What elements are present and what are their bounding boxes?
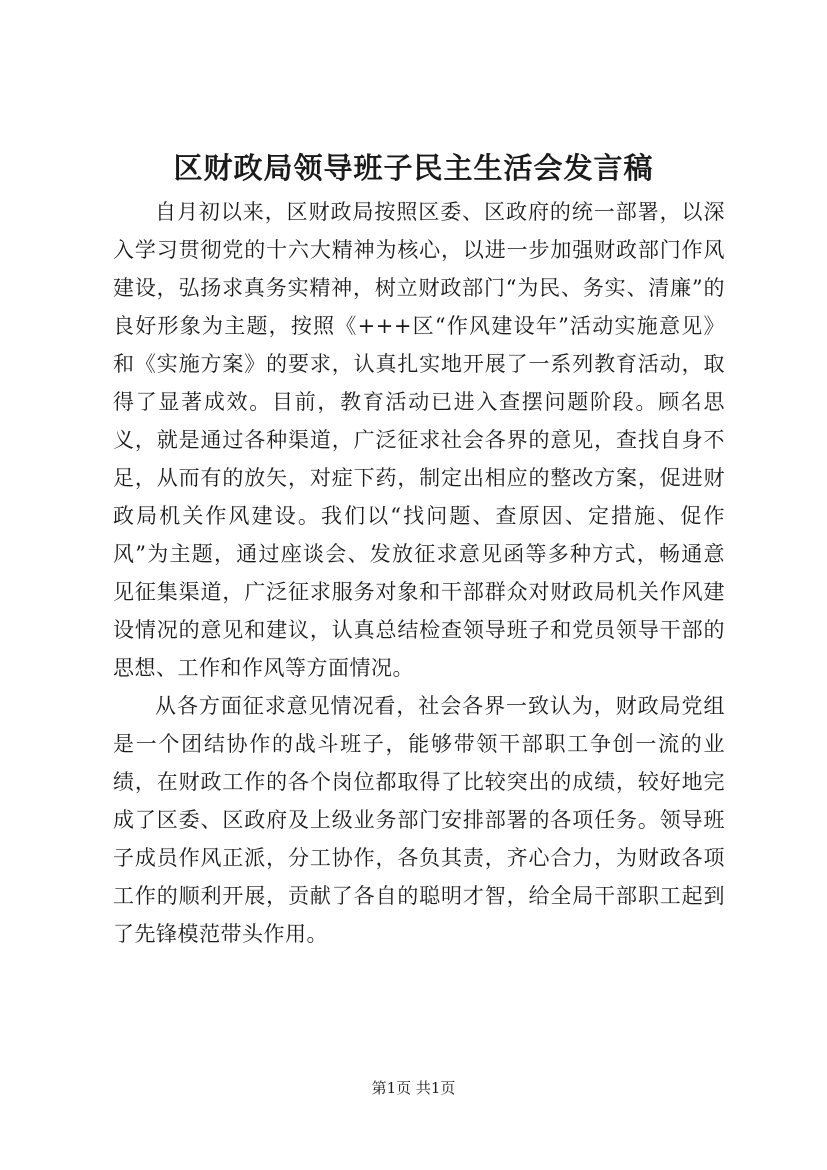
document-body: [113, 193, 725, 953]
page-footer: 第1页 共1页: [371, 1079, 456, 1097]
document-title: 区财政局领导班子民主生活会发言稿: [173, 151, 654, 185]
paragraph-2: 从各方面征求意见情况看，社会各界一致认为，财政局党组是一个团结协作的战斗班子，能够带领干部职工争创一流的业绩，在财政工作的各个岗位都取得了比较突出的成绩，较好地完成了区委、区政府及上级业务部门安排部署的各项任务。领导班子成员作风正派，分工协作，各负其责，齐心合力，为财政各项工作的顺利开展，贡献了各自的聪明才智，给全局干部职工起到了先锋模范带头作用。: [113, 694, 725, 946]
paragraph-1: 自月初以来，区财政局按照区委、区政府的统一部署，以深入学习贯彻党的十六大精神为核心，以进一步加强财政部门作风建设，弘扬求真务实精神，树立财政部门“为民、务实、清廉”的良好形象为主题，按照《+++区“作风建设年”活动实施意见》和《实施方案》的要求，认真扎实地开展了一系列教育活动，取得了显著成效。目前，教育活动已进入查摆问题阶段。顾名思义，就是通过各种渠道，广泛征求社会各界的意见，查找自身不足，从而有的放矢，对症下药，制定出相应的整改方案，促进财政局机关作风建设。我们以“找问题、查原因、定措施、促作风”为主题，通过座谈会、发放征求意见函等多种方式，畅通意见征集渠道，广泛征求服务对象和干部群众对财政局机关作风建设情况的意见和建议，认真总结检查领导班子和党员领导干部的思想、工作和作风等方面情况。: [113, 200, 725, 680]
